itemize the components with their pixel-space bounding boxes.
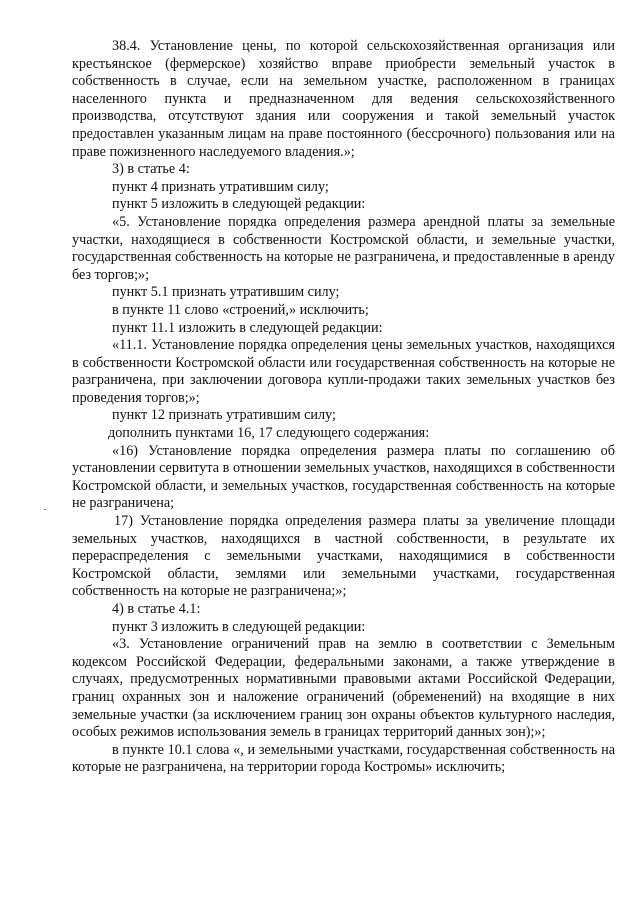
paragraph-point-3: пункт 3 изложить в следующей редакции: (112, 618, 366, 635)
paragraph-point-17-text: 17) Установление порядка определения размера платы за увеличение площади земельных участков, находящихся в частной собственности, в результате их перераспределения с земельными участками, находящимися в собственности Костромской области, землями или земельными участками, государственная собственность на которые не разграничена;»; (72, 513, 615, 600)
paragraph-add-16-17: дополнить пунктами 16, 17 следующего содержания: (108, 425, 430, 442)
document-body (72, 38, 615, 777)
paragraph-point-5-text: «5. Установление порядка определения размера арендной платы за земельные участки, находящиеся в собственности Костромской области, и земельные участки, государственная собственность на которые не разграничена, и предоставленные в аренду без торгов;»; (72, 213, 615, 283)
paragraph-38-4: 38.4. Установление цены, по которой сельскохозяйственная организация или крестьянское (фермерское) хозяйство вправе приобрести земельный участок в собственность в случае, если на земельном участке, расположенном в границах населенного пункта и предназначенном для ведения сельскохозяйственного производства, отсутствуют здания или сооружения и такой земельный участок предоставлен указанным лицам на праве постоянного (бессрочного) пользования или на праве пожизненного наследуемого владения.»; (72, 38, 615, 160)
paragraph-point-10-1: в пункте 10.1 слова «, и земельными участками, государственная собственность на которые не разграничена, на территории города Костромы» исключить; (72, 741, 615, 776)
paragraph-point-5: пункт 5 изложить в следующей редакции: (112, 196, 366, 213)
paragraph-point-11: в пункте 11 слово «строений,» исключить; (112, 301, 369, 318)
paragraph-point-12: пункт 12 признать утратившим силу; (112, 407, 336, 424)
paragraph-article-4-1: 4) в статье 4.1: (112, 601, 201, 617)
paragraph-point-16-text: «16) Установление порядка определения размера платы по соглашению об установлении сервитута в отношении земельных участков, находящихся в собственности Костромской области, и земельных участков, государственная собственность на которые не разграничена; (72, 442, 615, 512)
paragraph-article-4: 3) в статье 4: (112, 161, 190, 178)
paragraph-point-5-1: пункт 5.1 признать утратившим силу; (112, 284, 340, 301)
paragraph-point-11-1-text: «11.1. Установление порядка определения цены земельных участков, находящихся в собственности Костромской области или государственная собственность на которые не разграничена, при заключении договора купли-продажи таких земельных участков без проведения торгов;»; (72, 337, 615, 406)
margin-mark (44, 509, 46, 510)
paragraph-point-11-1: пункт 11.1 изложить в следующей редакции: (112, 319, 383, 336)
paragraph-point-4: пункт 4 признать утратившим силу; (112, 178, 329, 195)
paragraph-point-3-text: «3. Установление ограничений прав на землю в соответствии с Земельным кодексом Российской Федерации, федеральными законами, а также утверждение в случаях, предусмотренных нормативными правовыми актами Российской Федерации, границ охранных зон и наложение ограничений (обременений) на входящие в них земельные участки (за исключением границ зон охраны объектов культурного наследия, особых режимов использования земель в границах территорий данных зон);»; (72, 636, 615, 741)
